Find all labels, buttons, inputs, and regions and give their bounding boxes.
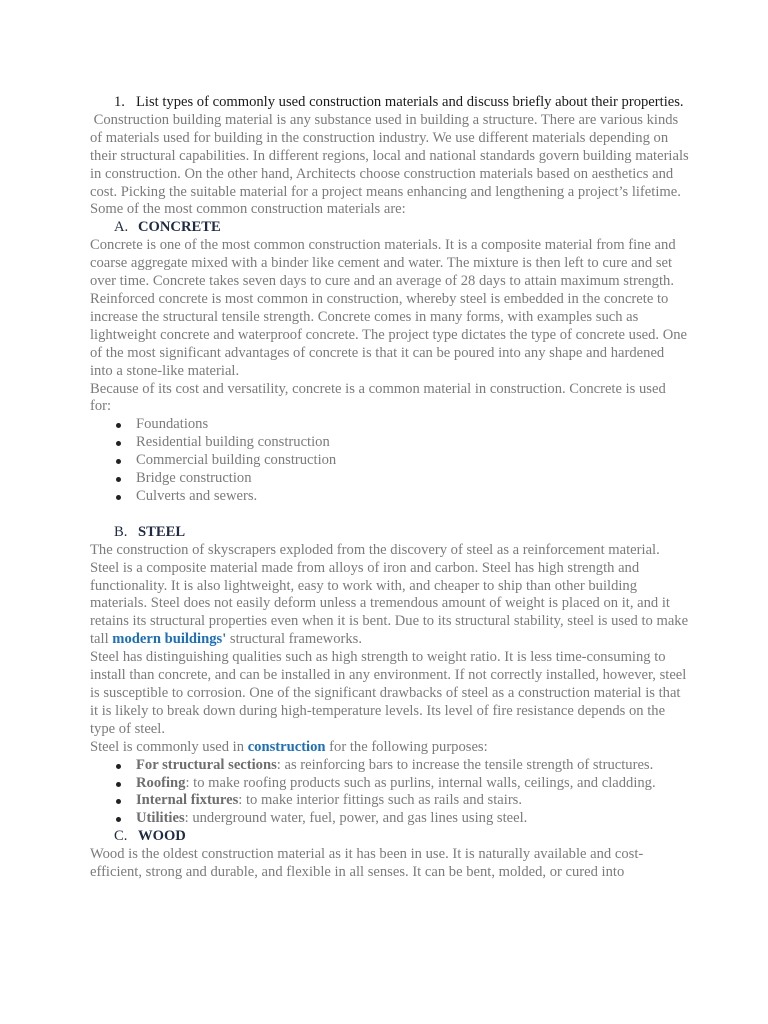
bullet-icon bbox=[116, 495, 121, 500]
section-letter: A. bbox=[114, 219, 129, 236]
list-item-term: Roofing bbox=[136, 774, 186, 791]
list-item-text: Residential building construction bbox=[136, 434, 330, 451]
bullet-icon bbox=[116, 782, 121, 787]
bullet-icon bbox=[116, 817, 121, 822]
list-item-desc: : underground water, fuel, power, and gas lines using steel. bbox=[184, 810, 528, 827]
bullet-icon bbox=[116, 764, 121, 769]
list-item bbox=[136, 775, 690, 793]
spacer bbox=[90, 506, 690, 524]
list-item-text: Foundations bbox=[136, 416, 209, 433]
steel-paragraph-3-text: Steel is commonly used in bbox=[90, 738, 248, 755]
question-heading bbox=[90, 94, 690, 112]
steel-paragraph-3 bbox=[90, 739, 690, 757]
section-letter: B. bbox=[114, 523, 128, 540]
section-heading-wood bbox=[90, 828, 690, 846]
intro-paragraph: Construction building material is any substance used in building a structure. There are various kinds of materials used for building in the construction industry. We use different materials depending on their structural capabilities. In different regions, local and national standards govern building materials in construction. On the other hand, Architects choose construction materials based on aesthetics and cost. Picking the suitable material for a project means enhancing and lengthening a project’s lifetime. Some of the most common construction materials are: bbox=[90, 111, 693, 218]
bullet-icon bbox=[116, 423, 121, 428]
list-item-desc: : as reinforcing bars to increase the tensile strength of structures. bbox=[276, 756, 654, 773]
steel-paragraph-1-tail: structural frameworks. bbox=[226, 631, 363, 648]
steel-paragraph-2: Steel has distinguishing qualities such as high strength to weight ratio. It is less time-consuming to install than concrete, and can be installed in any environment. If not correctly installed, however, steel is susceptible to corrosion. One of the significant drawbacks of steel as a construction material is that it is likely to break down during high-temperature levels. Its level of fire resistance depends on the type of steel. bbox=[90, 649, 687, 737]
section-title: WOOD bbox=[138, 828, 186, 845]
section-heading-concrete bbox=[90, 219, 690, 237]
section-title: CONCRETE bbox=[138, 219, 221, 236]
concrete-paragraph-1: Concrete is one of the most common construction materials. It is a composite material from fine and coarse aggregate mixed with a binder like cement and water. The mixture is then left to cure and set over time. Concrete takes seven days to cure and an average of 28 days to attain maximum strength. Reinforced concrete is most common in construction, whereby steel is embedded in the concrete to increase the structural tensile strength. Concrete comes in many forms, with examples such as lightweight concrete and waterproof concrete. The project type dictates the type of concrete used. One of the most significant advantages of concrete is that it can be poured into any shape and hardened into a stone-like material. bbox=[90, 237, 688, 379]
steel-paragraph-1 bbox=[90, 542, 690, 649]
concrete-paragraph-2: Because of its cost and versatility, concrete is a common material in construction. Concrete is used for: bbox=[90, 380, 666, 415]
bullet-icon bbox=[116, 459, 121, 464]
section-letter: C. bbox=[114, 828, 128, 845]
question-number: 1. bbox=[114, 94, 125, 110]
list-item bbox=[136, 757, 690, 775]
list-item bbox=[136, 434, 690, 452]
list-item-term: Utilities bbox=[136, 810, 185, 827]
steel-paragraph-1-text: The construction of skyscrapers exploded from the discovery of steel as a reinforcement material. Steel is a composite material made from alloys of iron and carbon. Steel has high strength and functionality. It is also lightweight, easy to work with, and cheaper to ship than other building materials. Steel does not easily deform unless a tremendous amount of weight is placed on it, and it retains its structural properties even when it is bent. Due to its structural stability, steel is used to make tall bbox=[90, 541, 689, 648]
steel-uses-list bbox=[90, 757, 690, 829]
list-item-text: Commercial building construction bbox=[136, 452, 337, 469]
list-item-text: Bridge construction bbox=[136, 470, 252, 487]
bullet-icon bbox=[116, 477, 121, 482]
list-item bbox=[136, 470, 690, 488]
list-item-term: For structural sections bbox=[136, 756, 277, 773]
modern-buildings-link[interactable]: modern buildings' bbox=[112, 631, 227, 648]
question-text: List types of commonly used construction materials and discuss briefly about their properties. bbox=[136, 94, 684, 110]
section-heading-steel bbox=[90, 524, 690, 542]
steel-paragraph-3-tail: for the following purposes: bbox=[325, 738, 488, 755]
list-item bbox=[136, 452, 690, 470]
list-item-term: Internal fixtures bbox=[136, 792, 239, 809]
concrete-uses-list bbox=[90, 416, 690, 506]
construction-link[interactable]: construction bbox=[247, 738, 326, 755]
list-item-text: Culverts and sewers. bbox=[136, 487, 258, 504]
wood-paragraph-1: Wood is the oldest construction material as it has been in use. It is naturally available and cost-efficient, strong and durable, and flexible in all senses. It can be bent, molded, or cured into bbox=[90, 846, 644, 881]
document-page bbox=[90, 94, 693, 882]
list-item-desc: : to make roofing products such as purlins, internal walls, ceilings, and cladding. bbox=[185, 774, 656, 791]
list-item bbox=[136, 488, 690, 506]
list-item bbox=[136, 416, 690, 434]
bullet-icon bbox=[116, 799, 121, 804]
list-item bbox=[136, 792, 690, 810]
bullet-icon bbox=[116, 441, 121, 446]
list-item-desc: : to make interior fittings such as rails and stairs. bbox=[238, 792, 523, 809]
section-title: STEEL bbox=[138, 523, 186, 540]
list-item bbox=[136, 810, 690, 828]
